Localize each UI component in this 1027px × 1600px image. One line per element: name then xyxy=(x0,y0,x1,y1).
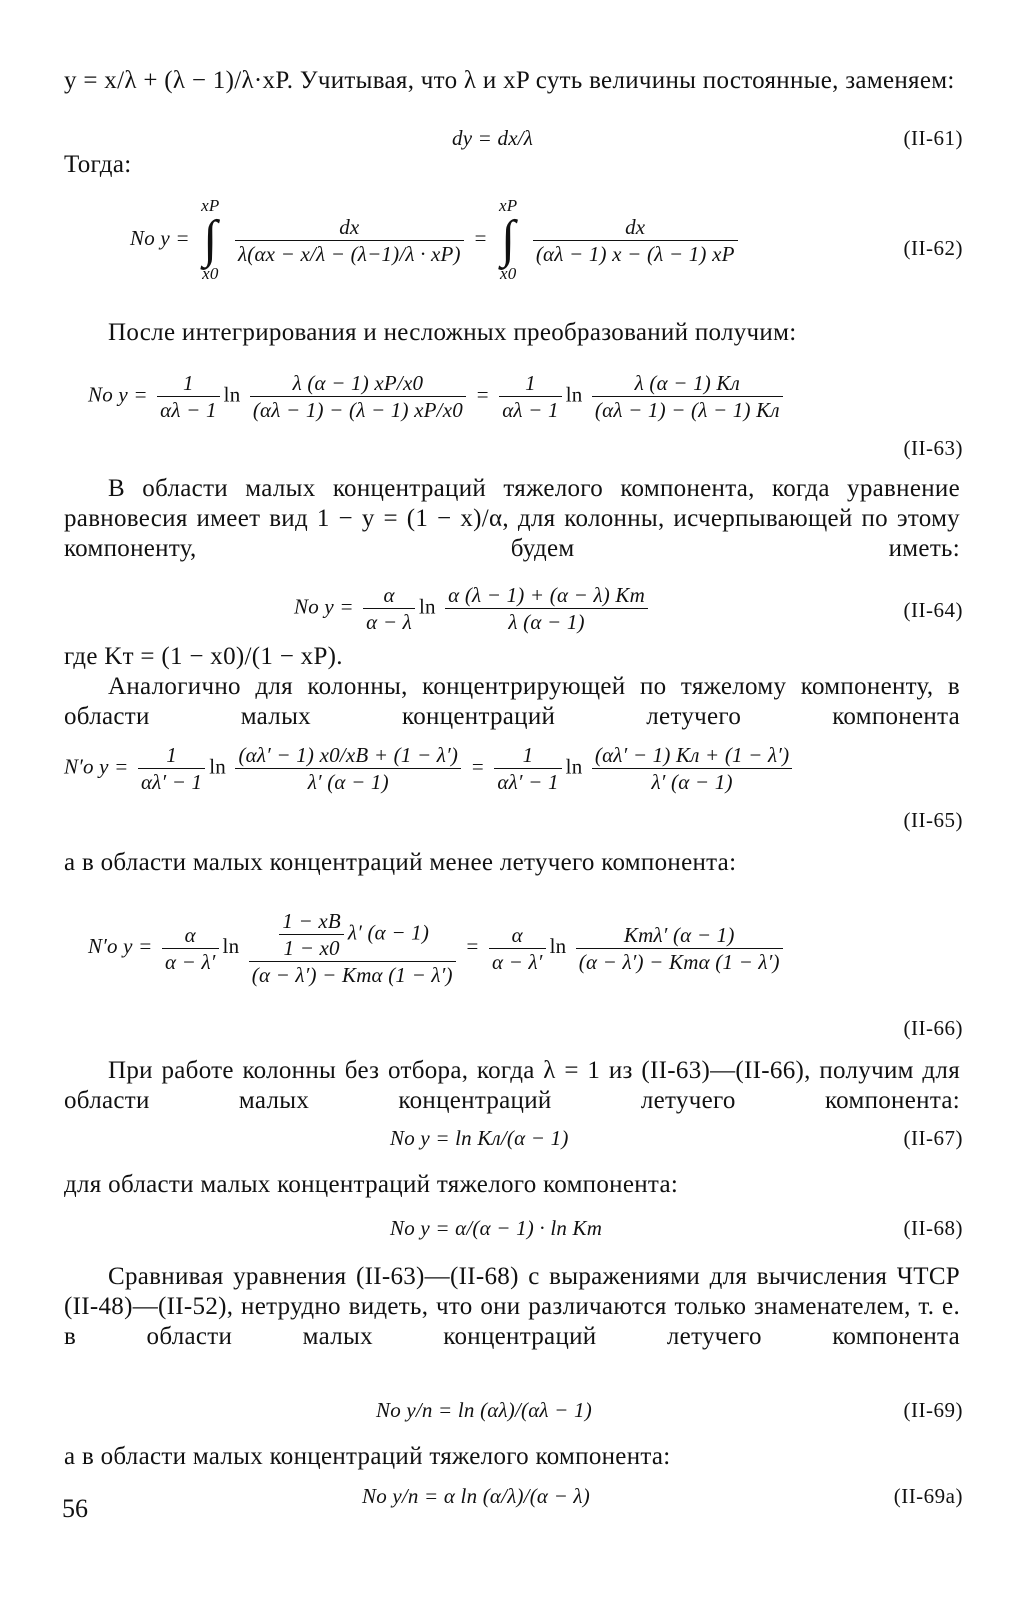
eq65-fraction-1-num: (αλ′ − 1) x0/xB + (1 − λ′) xyxy=(235,742,461,769)
eq66-coef-2-den: α − λ′ xyxy=(491,949,543,974)
equation-number-69a: (II-69a) xyxy=(893,1484,963,1508)
eq64-fraction-den: λ (α − 1) xyxy=(508,610,585,634)
equation-63 xyxy=(88,370,787,423)
equals-sign: = xyxy=(475,382,490,407)
eq62-integral-1 xyxy=(201,198,219,282)
eq66-coef-1 xyxy=(162,922,219,975)
equation-number-68: (II-68) xyxy=(903,1216,963,1240)
equation-69: No y/n = ln (αλ)/(αλ − 1) xyxy=(376,1398,592,1422)
eq65-coef-1-num: 1 xyxy=(138,742,205,769)
paragraph-2: Тогда: xyxy=(64,151,132,178)
eq63-fraction-1 xyxy=(250,370,466,423)
eq65-coef-2-num: 1 xyxy=(494,742,561,769)
eq63-coef-2-den: αλ − 1 xyxy=(502,398,559,422)
paragraph-9: для области малых концентраций тяжелого компонента: xyxy=(64,1171,679,1198)
equation-number-66: (II-66) xyxy=(903,1016,963,1040)
eq66-fraction-2-den: (α − λ′) − Kтα (1 − λ′) xyxy=(578,949,780,974)
paragraph-11: а в области малых концентраций тяжелого компонента: xyxy=(64,1443,671,1470)
page-number: 56 xyxy=(62,1494,88,1523)
equation-65 xyxy=(64,742,796,795)
eq64-lhs: No y = xyxy=(294,594,354,619)
eq63-fraction-2-den: (αλ − 1) − (λ − 1) Kл xyxy=(594,398,780,422)
eq63-coef-1 xyxy=(157,370,220,423)
eq63-coef-2-num: 1 xyxy=(499,370,562,397)
equation-64 xyxy=(294,582,652,635)
equation-62 xyxy=(130,198,742,282)
paragraph-5: где Kт = (1 − x0)/(1 − xP). xyxy=(64,643,343,670)
eq62-denominator-2: (αλ − 1) x − (λ − 1) xP xyxy=(535,241,735,266)
eq62-lower-limit-1: x0 xyxy=(202,264,219,283)
eq66-inner-fraction xyxy=(279,908,344,961)
equation-67: No y = ln Kл/(α − 1) xyxy=(390,1126,569,1150)
eq65-coef-1 xyxy=(138,742,205,795)
eq66-inner-tail: λ′ (α − 1) xyxy=(347,920,430,945)
eq63-fraction-2 xyxy=(592,370,783,423)
eq66-coef-2-num: α xyxy=(489,922,546,949)
eq66-coef-1-den: α − λ′ xyxy=(164,949,216,974)
eq62-numerator-1: dx xyxy=(235,214,464,241)
eq66-fraction-1-num xyxy=(249,908,456,962)
eq64-coef xyxy=(363,582,415,635)
equals-sign: = xyxy=(470,754,485,779)
eq64-fraction xyxy=(445,582,648,635)
eq62-lower-limit-2: x0 xyxy=(499,264,517,283)
equals-sign: = xyxy=(473,225,488,250)
paragraph-4: В области малых концентраций тяжелого компонента, когда уравнение равновесия имеет вид 1 − y = (1 − x)/α, для колонны, исчерпывающей по этому компоненту, будем иметь: xyxy=(64,475,960,562)
eq63-fraction-1-den: (αλ − 1) − (λ − 1) xP/x0 xyxy=(252,398,463,422)
ln-symbol: ln xyxy=(565,754,583,779)
eq64-coef-num: α xyxy=(363,582,415,609)
equation-61: dy = dx/λ xyxy=(452,126,534,150)
eq63-lhs: No y = xyxy=(88,382,148,407)
paragraph-10: Сравнивая уравнения (II-63)—(II-68) с выражениями для вычисления ЧТСР (II-48)—(II-52), нетрудно видеть, что они различаются только знаменателем, т. е. в области малых концентраций летучего компонента xyxy=(64,1263,960,1350)
eq66-coef-1-num: α xyxy=(162,922,219,949)
paragraph-7: а в области малых концентраций менее летучего компонента: xyxy=(64,849,737,876)
integral-sign: ∫ xyxy=(500,211,516,268)
paragraph-3: После интегрирования и несложных преобразований получим: xyxy=(108,319,797,346)
eq66-fraction-2 xyxy=(576,922,783,975)
equation-68: No y = α/(α − 1) · ln Kт xyxy=(390,1216,603,1240)
eq65-fraction-2 xyxy=(592,742,792,795)
eq62-upper-limit-2: xP xyxy=(499,196,518,215)
ln-symbol: ln xyxy=(222,933,240,958)
ln-symbol: ln xyxy=(209,754,226,779)
eq66-inner-den: 1 − x0 xyxy=(283,936,340,960)
ln-symbol: ln xyxy=(418,594,436,619)
eq65-coef-1-den: αλ′ − 1 xyxy=(140,770,203,794)
eq64-fraction-num: α (λ − 1) + (α − λ) Kт xyxy=(445,582,648,609)
eq65-fraction-1 xyxy=(235,742,461,795)
eq66-coef-2 xyxy=(489,922,546,975)
integral-sign: ∫ xyxy=(203,211,218,268)
eq62-fraction-2 xyxy=(533,214,738,267)
eq62-numerator-2: dx xyxy=(533,214,738,241)
eq62-denominator-1: λ(αx − x/λ − (λ−1)/λ · xP) xyxy=(237,241,461,266)
equation-number-64: (II-64) xyxy=(903,598,963,622)
eq62-upper-limit-1: xP xyxy=(201,196,220,215)
eq65-fraction-1-den: λ′ (α − 1) xyxy=(307,770,389,794)
eq65-coef-2 xyxy=(494,742,561,795)
ln-symbol: ln xyxy=(223,382,241,407)
eq65-coef-2-den: αλ′ − 1 xyxy=(497,770,559,794)
equation-number-67: (II-67) xyxy=(903,1126,963,1150)
equation-66 xyxy=(88,908,787,988)
equation-number-69: (II-69) xyxy=(903,1398,963,1422)
eq66-fraction-2-num: Kтλ′ (α − 1) xyxy=(576,922,783,949)
equation-number-63: (II-63) xyxy=(903,436,963,460)
eq65-fraction-2-den: λ′ (α − 1) xyxy=(651,770,733,794)
paragraph-1: y = x/λ + (λ − 1)/λ·xP. Учитывая, что λ и xP суть величины постоянные, заменяем: xyxy=(64,67,955,94)
paragraph-6: Аналогично для колонны, концентрирующей по тяжелому компоненту, в области малых концентраций летучего компонента xyxy=(64,673,960,730)
eq66-fraction-1-den: (α − λ′) − Kтα (1 − λ′) xyxy=(251,963,453,987)
equation-number-62: (II-62) xyxy=(903,236,963,260)
eq64-coef-den: α − λ xyxy=(366,610,412,634)
paragraph-8: При работе колонны без отбора, когда λ = 1 из (II-63)—(II-66), получим для области малых концентраций летучего компонента: xyxy=(64,1057,960,1114)
eq65-lhs: N′o y = xyxy=(64,754,129,779)
eq66-fraction-1 xyxy=(249,908,456,988)
eq62-lhs: No y = xyxy=(130,225,190,250)
eq65-fraction-2-num: (αλ′ − 1) Kл + (1 − λ′) xyxy=(592,742,792,769)
eq63-coef-2 xyxy=(499,370,562,423)
eq62-integral-2 xyxy=(499,198,517,282)
equals-sign: = xyxy=(465,933,480,958)
equation-69a: No y/n = α ln (α/λ)/(α − λ) xyxy=(362,1484,590,1508)
eq63-coef-1-num: 1 xyxy=(157,370,220,397)
equation-number-61: (II-61) xyxy=(903,126,963,150)
eq62-fraction-1 xyxy=(235,214,464,267)
eq66-lhs: N′o y = xyxy=(88,933,153,958)
eq66-inner-num: 1 − xB xyxy=(279,908,344,935)
ln-symbol: ln xyxy=(565,382,583,407)
equation-number-65: (II-65) xyxy=(903,808,963,832)
eq63-fraction-1-num: λ (α − 1) xP/x0 xyxy=(250,370,466,397)
eq63-fraction-2-num: λ (α − 1) Kл xyxy=(592,370,783,397)
eq63-coef-1-den: αλ − 1 xyxy=(160,398,217,422)
ln-symbol: ln xyxy=(549,933,567,958)
